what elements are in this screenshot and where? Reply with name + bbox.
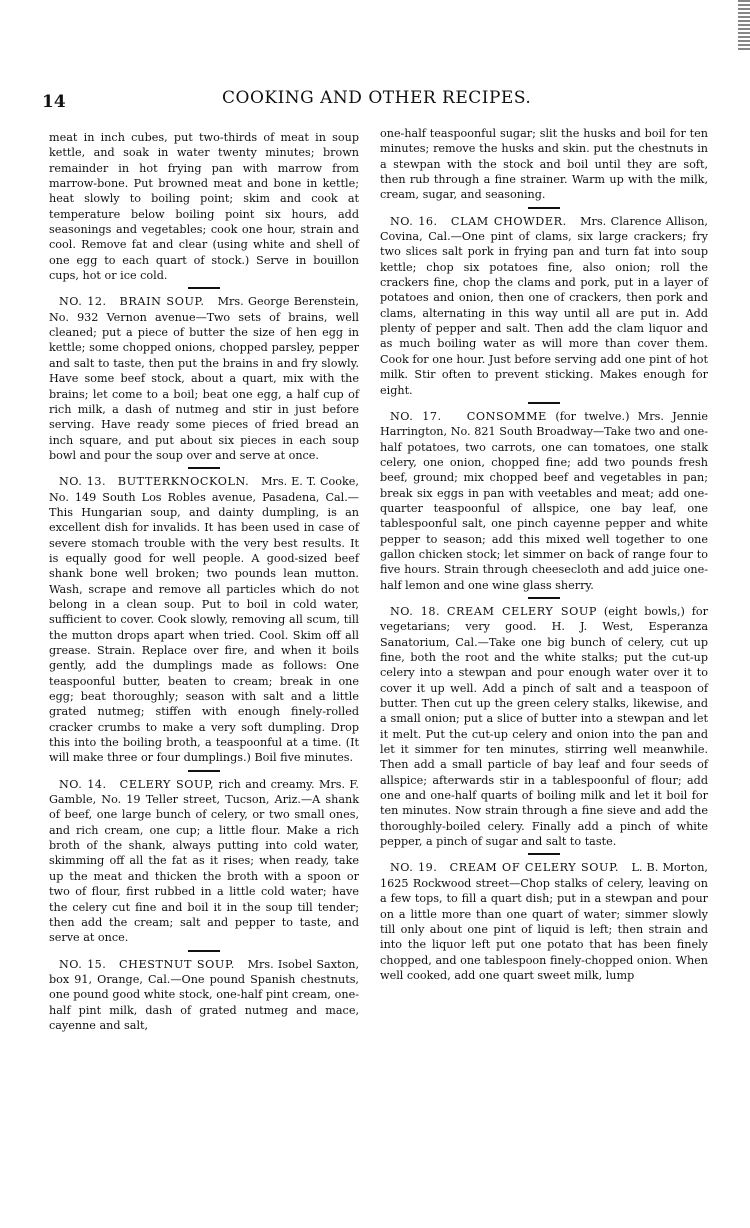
recipe-body: (eight bowls,) for vegetarians; very good. H. J. West, Esperanza Sanatorium, Cal.—Take one big bunch of celery, cut up fine, both the root and the white stalks; put the cut-up celery into a stewpan and pour enough water over it to cover it up well. Add a pinch of salt and a teaspoon of butter. Then cut up the green celery stalks, likewise, and a small onion; put a slice of butter into a stewpan and let it melt. Put the cut-up celery and onion into the pan and let it simmer for ten minutes, stirring well meanwhile. Then add a small particle of bay leaf and four seeds of allspice; afterwards stir in a tablespoonful of flour; add one and one-half quarts of boiling milk and let it boil for ten minutes. Now strain through a fine sieve and add the thoroughly-boiled celery. Finally add a pinch of white pepper, a pinch of sugar and salt to taste. <box>380 604 708 849</box>
recipe-number: NO. 16. <box>390 214 438 228</box>
continued-text: meat in inch cubes, put two-thirds of meat in soup kettle, and soak in water twenty minutes; brown remainder in hot frying pan with marrow from marrow-bone. Put browned meat and bone in kettle; heat slowly to boiling point; skim and cook at temperature below boiling point six hours, add seasonings and vegetables; cook one hour, strain and cool. Remove fat and clear (using white and shell of one egg to each quart of stock.) Serve in bouillon cups, hot or ice cold. <box>49 131 359 283</box>
section-divider <box>188 287 220 289</box>
recipe-number: NO. 18. <box>390 604 441 618</box>
section-divider <box>528 207 560 209</box>
recipe-body: Mrs. E. T. Cooke, No. 149 South Los Robles avenue, Pasadena, Cal.—This Hungarian soup, and dainty dumpling, is an excellent dish for invalids. It has been used in case of severe stomach trouble with the very best results. It is equally good for well people. A good-sized beef shank bone well broken; two pounds lean mutton. Wash, scrape and remove all particles which do not belong in a clean soup. Put to boil in cold water, sufficient to cover. Cook slowly, removing all scum, till the mutton drops apart when tried. Cool. Skim off all grease. Strain. Replace over fire, and when it boils gently, add the dumplings made as follows: One teaspoonful butter, beaten to cream; break in one egg; beat thoroughly; season with salt and a little grated nutmeg; stiffen with enough finely-rolled cracker crumbs to make a very soft dumpling. Drop this into the boiling broth, a teaspoonful at a time. (It will make three or four dumplings.) Boil five minutes. <box>49 475 359 765</box>
recipe-14 <box>49 777 359 946</box>
recipe-15 <box>49 957 359 1034</box>
section-divider <box>528 402 560 404</box>
recipe-body: rich and creamy. Mrs. F. Gamble, No. 19 Teller street, Tucson, Ariz.—A shank of beef, one large bunch of celery, or two small ones, and rich cream, one cup; a little flour. Make a rich broth of the shank, always putting into cold water, skimming off all the fat as it rises; when ready, take up the meat and thicken the broth with a spoon or two of flour, first rubbed in a little cold water; have the celery cut fine and boil it in the soup till tender; then add the cream; salt and pepper to taste, and serve at once. <box>49 777 359 945</box>
recipe-18 <box>380 604 708 850</box>
recipe-title: CREAM OF CELERY SOUP. <box>449 861 620 875</box>
recipe-13 <box>49 474 359 766</box>
right-column <box>380 126 708 983</box>
recipe-16 <box>380 214 708 398</box>
page-number: 14 <box>42 92 66 112</box>
recipe-number: NO. 17. <box>390 409 442 423</box>
recipe-body: Mrs. Clarence Allison, Covina, Cal.—One pint of clams, six large crackers; fry two slices salt pork in frying pan and turn fat into soup kettle; chop six potatoes fine, also onion; roll the crackers fine, chop the clams and pork, put in a layer of potatoes and onion, then one of crackers, then pork and clams, alternating in this way until all are put in. Add plenty of pepper and salt. Then add the clam liquor and as much boiling water as will more than cover them. Cook for one hour. Just before serving add one pint of hot milk. Stir often to prevent sticking. Makes enough for eight. <box>380 214 708 397</box>
recipe-17 <box>380 409 708 593</box>
section-divider <box>528 853 560 855</box>
recipe-number: NO. 14. <box>59 777 107 791</box>
recipe-title: BRAIN SOUP. <box>119 295 205 309</box>
left-column <box>49 130 359 1033</box>
recipe-title: CREAM CELERY SOUP <box>446 604 598 618</box>
recipe-title: CONSOMME <box>466 409 547 423</box>
recipe-body: (for twelve.) Mrs. Jennie Harrington, No. 821 South Broadway—Take two and one-half potatoes, two carrots, one can tomatoes, one stalk celery, one onion, chopped fine; add two pounds fresh beef, ground; mix chopped beef and vegetables in pan; break six eggs in pan with veetables and meat; add one-quarter teaspoonful of allspice, one bay leaf, one tablespoonful salt, one pinch cayenne pepper and white pepper to season; add this mixed well together to one gallon chicken stock; let simmer on back of range four to five hours. Strain through cheesecloth and add juice one-half lemon and one wine glass sherry. <box>380 409 709 592</box>
recipe-number: NO. 19. <box>390 861 438 875</box>
section-divider <box>188 950 220 952</box>
recipe-number: NO. 12. <box>59 295 107 309</box>
recipe-title: CELERY SOUP, <box>119 777 215 791</box>
recipe-12 <box>49 294 359 463</box>
section-divider <box>188 770 220 772</box>
page-edge-scan-artifact <box>738 0 750 50</box>
running-head: COOKING AND OTHER RECIPES. <box>222 88 532 108</box>
recipe-title: BUTTERKNOCKOLN. <box>117 475 250 489</box>
recipe-body: Mrs. George Berenstein, No. 932 Vernon avenue—Two sets of brains, well cleaned; put a piece of butter the size of hen egg in kettle; some chopped onions, chopped parsley, pepper and salt to taste, then put the brains in and fry slowly. Have some beef stock, about a quart, mix with the brains; let come to a boil; beat one egg, a half cup of rich milk, a dash of nutmeg and stir in just before serving. Have ready some pieces of fried bread an inch square, and put about six pieces in each soup bowl and pour the soup over and serve at once. <box>49 295 359 462</box>
recipe-title: CHESTNUT SOUP. <box>118 957 235 971</box>
recipe-body: L. B. Morton, 1625 Rockwood street—Chop stalks of celery, leaving on a few tops, to fill a quart dish; put in a stewpan and pour on a little more than one quart of water; simmer slowly till only about one pint of liquid is left; then strain and into the liquor left put one potato that has been finely chopped, and one tablespoon finely-chopped onion. When well cooked, add one quart sweet milk, lump <box>380 861 708 982</box>
recipe-19 <box>380 860 708 983</box>
recipe-number: NO. 15. <box>59 957 107 971</box>
section-divider <box>528 597 560 599</box>
recipe-title: CLAM CHOWDER. <box>450 214 567 228</box>
section-divider <box>188 467 220 469</box>
continued-text: one-half teaspoonful sugar; slit the husks and boil for ten minutes; remove the husks and skin. put the chestnuts in a stewpan with the stock and boil until they are soft, then rub through a fine strainer. Warm up with the milk, cream, sugar, and seasoning. <box>380 127 708 202</box>
recipe-number: NO. 13. <box>59 475 107 489</box>
recipe-body: Mrs. Isobel Saxton, box 91, Orange, Cal.—One pound Spanish chestnuts, one pound good white stock, one-half pint cream, one-half pint milk, dash of grated nutmeg and mace, cayenne and salt, <box>49 957 359 1032</box>
